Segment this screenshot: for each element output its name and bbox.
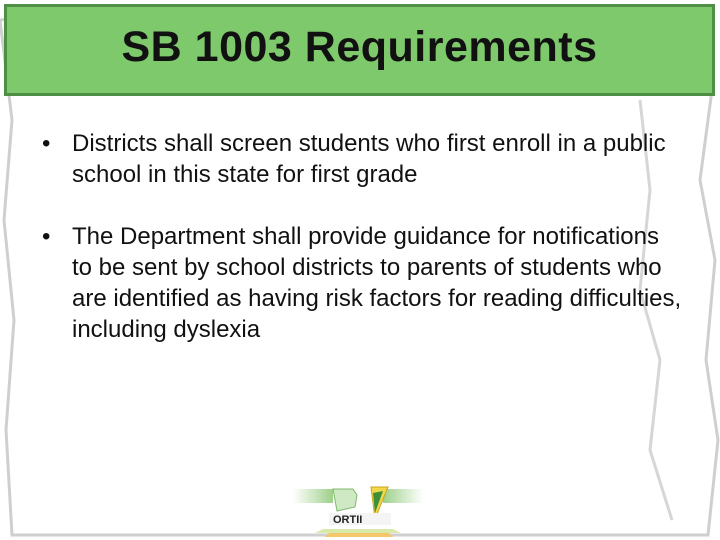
title-bar <box>4 4 715 96</box>
ortii-logo <box>293 485 423 537</box>
bullet-list <box>42 128 682 376</box>
slide-title: SB 1003 Requirements <box>121 22 598 71</box>
bullet-text: Districts shall screen students who first enroll in a public school in this state for first grade <box>72 130 666 188</box>
bullet-item <box>42 221 682 345</box>
bullet-item <box>42 128 682 190</box>
bullet-symbol: • <box>42 223 51 250</box>
bullet-symbol: • <box>42 130 51 157</box>
bullet-text: The Department shall provide guidance for notifications to be sent by school districts to parents of students who are identified as having risk factors for reading difficulties, including dyslexia <box>72 223 682 343</box>
logo-text: ORTII <box>333 514 363 526</box>
